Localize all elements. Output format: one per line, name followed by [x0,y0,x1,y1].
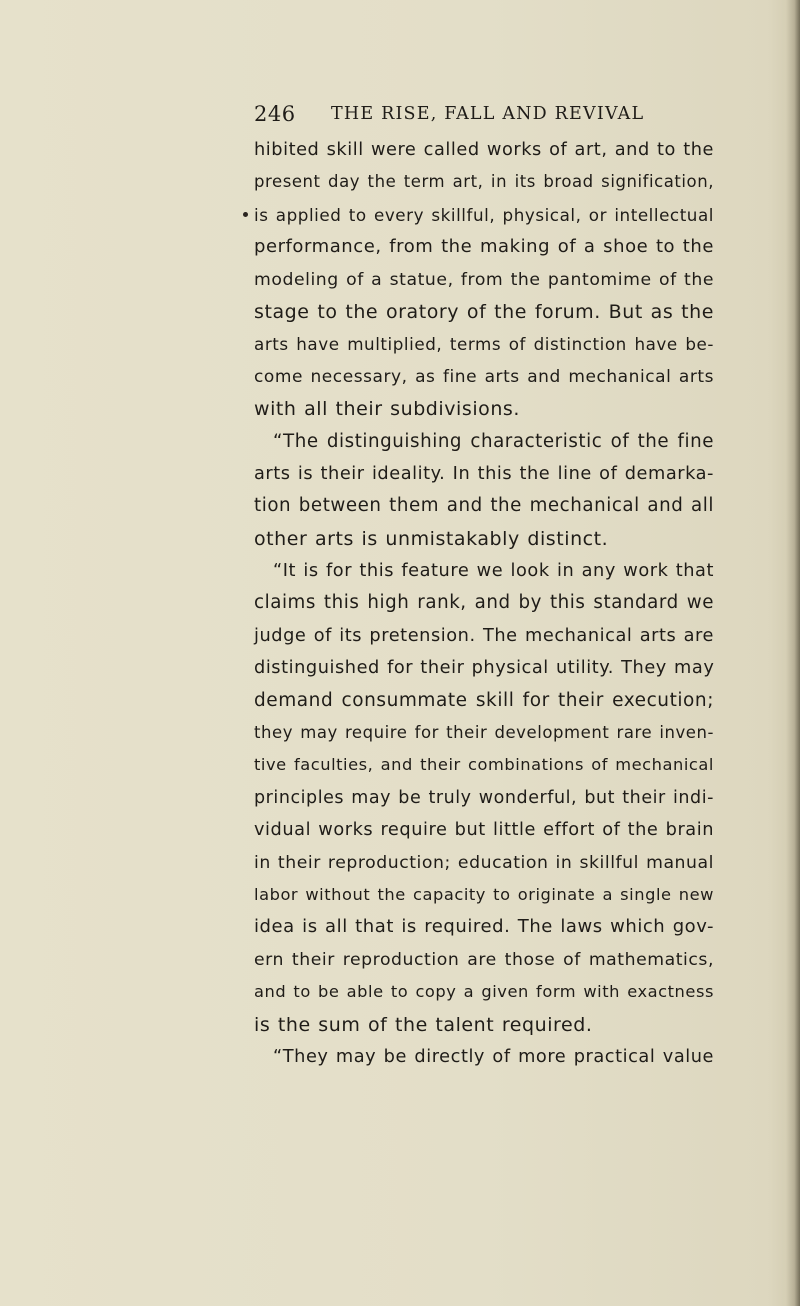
text-line: with all their subdivisions. [254,398,520,421]
text-line: ern their reproduction are those of mathematics, [254,949,714,970]
text-line: they may require for their development rare inven- [254,723,714,743]
text-line: performance, from the making of a shoe to the [254,236,714,258]
text-line: “They may be directly of more practical value [273,1046,714,1067]
text-line: in their reproduction; education in skillful manual [254,852,714,873]
text-line: present day the term art, in its broad signification, [254,172,714,192]
text-line: modeling of a statue, from the pantomime of the [254,269,714,290]
text-line: claims this high rank, and by this standard we [254,592,714,614]
text-line: is applied to every skillful, physical, or intellectual [254,204,714,225]
text-line: arts have multiplied, terms of distinction have be- [254,334,714,355]
text-line: hibited skill were called works of art, and to the [254,140,714,160]
text-line: is the sum of the talent required. [254,1013,593,1036]
text-line: “It is for this feature we look in any work that [273,561,714,582]
text-line: stage to the oratory of the forum. But as the [254,300,714,323]
text-line: labor without the capacity to originate a single new [254,884,714,904]
text-line: arts is their ideality. In this the line of demarka- [254,463,714,484]
text-line: “The distinguishing characteristic of the fine [273,430,714,452]
text-line: and to be able to copy a given form with exactness [254,982,714,1002]
page-edge-shadow [786,0,800,1306]
text-line: tion between them and the mechanical and all [254,495,714,517]
text-line: demand consummate skill for their execution; [254,689,714,711]
text-line: other arts is unmistakably distinct. [254,527,609,550]
running-title: THE RISE, FALL AND REVIVAL [331,104,645,124]
text-line: principles may be truly wonderful, but their indi- [254,787,714,808]
text-line: come necessary, as fine arts and mechanical arts [254,366,714,387]
text-line: idea is all that is required. The laws which gov- [254,916,714,938]
text-line: judge of its pretension. The mechanical arts are [254,625,714,646]
page-number: 246 [254,102,296,126]
text-line: distinguished for their physical utility. They may [254,658,715,679]
body-text [254,134,714,1073]
text-line: vidual works require but little effort of the brain [254,820,714,841]
margin-mark [243,212,248,217]
text-line: tive faculties, and their combinations of mechanical [254,755,714,775]
